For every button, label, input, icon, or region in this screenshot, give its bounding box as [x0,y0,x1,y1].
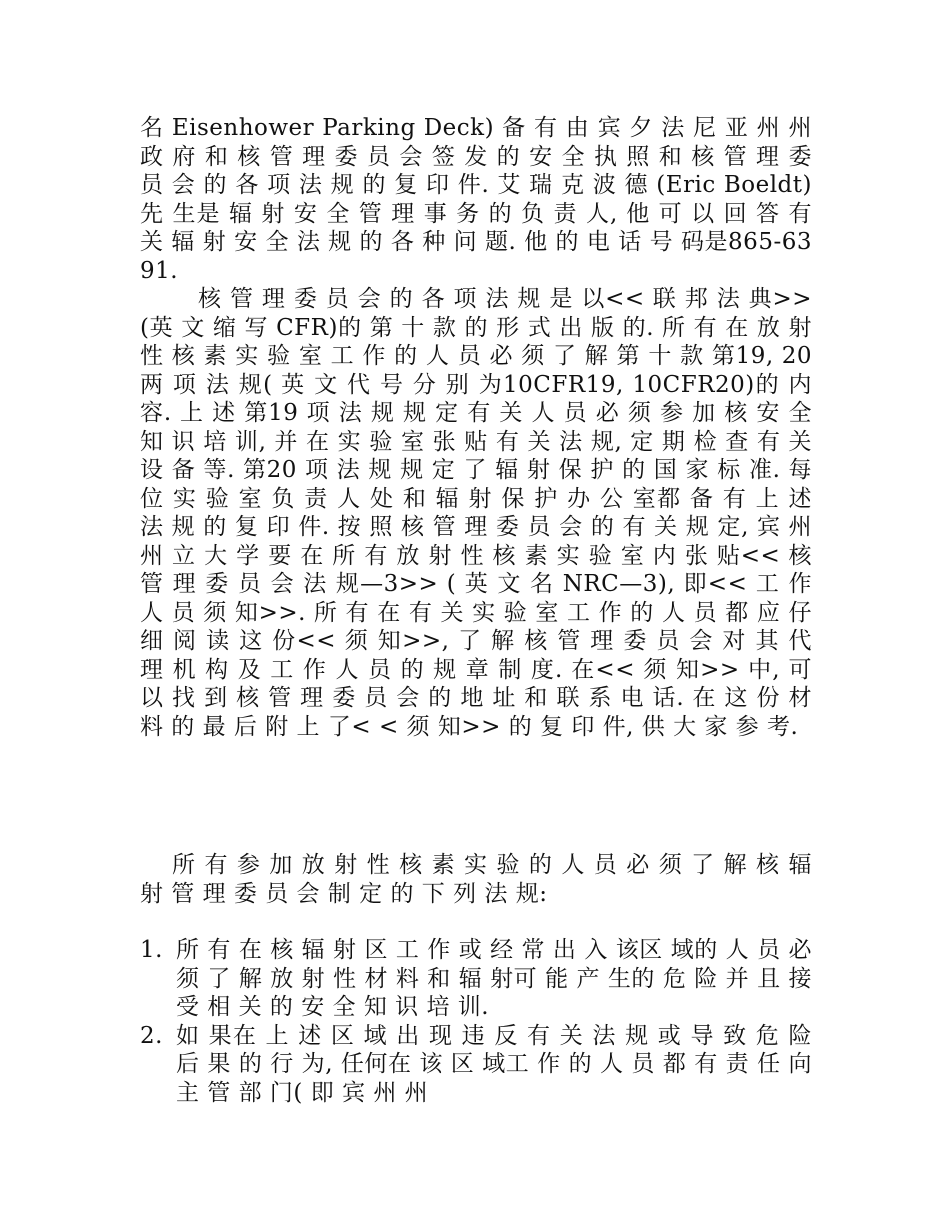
paragraph-required-regulations-intro: 所 有 参 加 放 射 性 核 素 实 验 的 人 员 必 须 了 解 核 辐 射 管 理 委 员 会 制 定 的 下 列 法 规: [140,852,812,907]
regulations-list [140,936,812,1107]
list-item-number: 1. [140,937,163,963]
list-item [140,936,812,1022]
list-item-text: 如 果在 上 述 区 域 出 现 违 反 有 关 法 规 或 导 致 危 险 后 果 的 行 为, 任何在 该 区 域工 作 的 人 员 都 有 责 任 向 主 管 部 门( 即 宾 州 州 [176,1022,812,1106]
list-item [140,1022,812,1108]
list-item-number: 2. [140,1022,163,1049]
list-item-text: 所 有 在 核 辐 射 区 工 作 或 经 常 出 入 该区 域的 人 员 必 须 了 解 放 射 性 材 料 和 辐 射可 能 产 生的 危 险 并 且 接 受 相 关 的 安 全 知 识 培 训. [176,937,812,1020]
paragraph-parking-deck-license: 名 Eisenhower Parking Deck) 备 有 由 宾 夕 法 尼 亚 州 州 政 府 和 核 管 理 委 员 会 签 发 的 安 全 执 照 和 核 管 理 委 员 会 的 各 项 法 规 的 复 印 件. 艾 瑞 克 波 德 (Eric Boeldt) 先 生是 辐 射 安 全 管 理 事 务 的 负 责 人, 他 可 以 回 答 有 关 辐 射 安 全 法 规 的 各 种 问 题. 他 的 电 话 号 码是865-6391. [140,115,812,284]
paragraph-nrc-regulations: 核 管 理 委 员 会 的 各 项 法 规 是 以<< 联 邦 法 典>>(英 文 缩 写 CFR)的 第 十 款 的 形 式 出 版 的. 所 有 在 放 射 性 核 素 实 验 室 工 作 的 人 员 必 须 了 解 第 十 款 第19, 20 两 项 法 规( 英 文 代 号 分 别 为10CFR19, 10CFR20)的 内 容. 上 述 第19 项 法 规 规 定 有 关 人 员 必 须 参 加 核 安 全 知 识 培 训, 并 在 实 验 室 张 贴 有 关 法 规, 定 期 检 查 有 关 设 备 等. 第20 项 法 规 规 定 了 辐 射 保 护 的 国 家 标 准. 每 位 实 验 室 负 责 人 处 和 辐 射 保 护 办 公 室都 备 有 上 述 法 规 的 复 印 件. 按 照 核 管 理 委 员 会 的 有 关 规 定, 宾 州 州 立 大 学 要 在 所 有 放 射 性 核 素 实 验 室 内 张 贴<< 核 管 理 委 员 会 法 规—3>> ( 英 文 名 NRC—3), 即<< 工 作 人 员 须 知>>. 所 有 在 有 关 实 验 室 工 作 的 人 员 都 应 仔 细 阅 读 这 份<< 须 知>>, 了 解 核 管 理 委 员 会 对 其 代 理 机 构 及 工 作 人 员 的 规 章 制 度. 在<< 须 知>> 中, 可 以 找 到 核 管 理 委 员 会 的 地 址 和 联 系 电 话. 在 这 份 材 料 的 最 后 附 上 了< < 须 知>> 的 复 印 件, 供 大 家 参 考. [140,286,812,740]
